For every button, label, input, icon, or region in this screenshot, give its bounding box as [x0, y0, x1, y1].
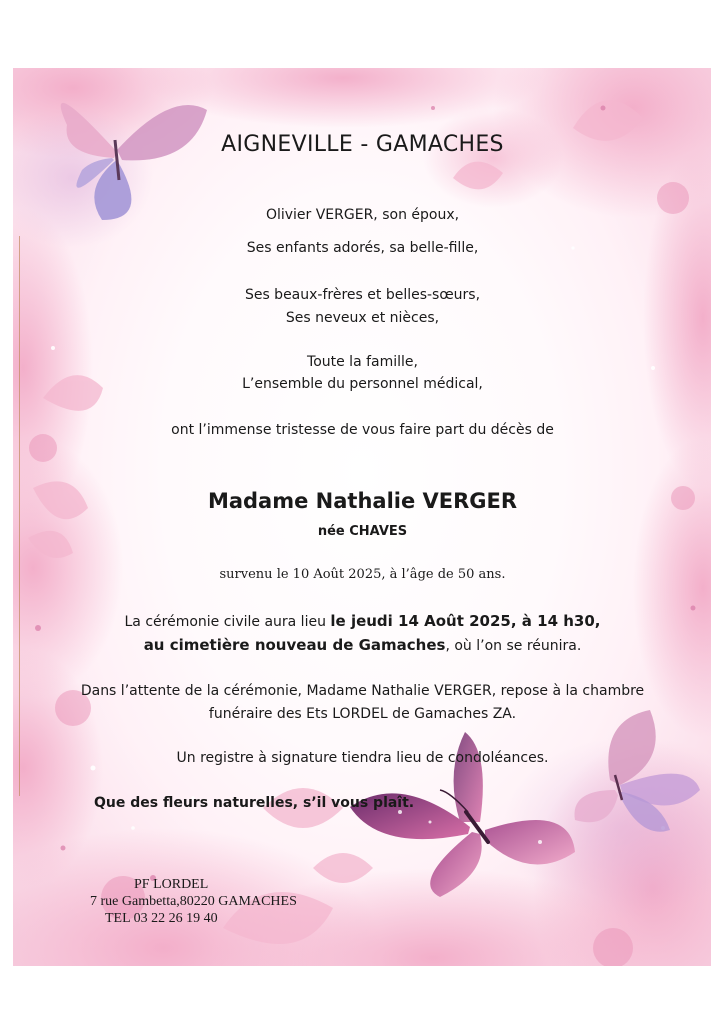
rest-line-2: funéraire des Ets LORDEL de Gamaches ZA. [208, 706, 517, 722]
register-text: Un registre à signature tiendra lieu de condoléances. [176, 750, 549, 766]
ceremony-place-suffix: , où l’on se réunira. [445, 638, 582, 654]
family-spouse: Olivier VERGER, son époux, [265, 207, 460, 223]
ceremony-place: au cimetière nouveau de Gamaches [143, 636, 446, 654]
family-nephews: Ses neveux et nièces, [285, 310, 440, 326]
footer-address: 7 rue Gambetta,80220 GAMACHES [90, 894, 297, 909]
announcement-text: ont l’immense tristesse de vous faire part du décès de [171, 422, 554, 438]
birth-name: née CHAVES [317, 524, 408, 539]
flowers-request: Que des fleurs naturelles, s’il vous plaît. [94, 795, 415, 811]
ceremony-line-2 [0, 636, 725, 654]
page-title: AIGNEVILLE - GAMACHES [221, 132, 504, 157]
family-in-laws: Ses beaux-frères et belles-sœurs, [244, 287, 481, 303]
family-children: Ses enfants adorés, sa belle-fille, [246, 240, 479, 256]
footer-company: PF LORDEL [134, 877, 209, 892]
deceased-name: Madame Nathalie VERGER [207, 489, 518, 513]
family-staff: L’ensemble du personnel médical, [242, 376, 483, 392]
ceremony-intro: La cérémonie civile aura lieu [124, 614, 331, 630]
death-info: survenu le 10 Août 2025, à l’âge de 50 ans. [219, 567, 506, 582]
butterfly-small-icon [560, 700, 710, 850]
footer-phone: TEL 03 22 26 19 40 [105, 911, 218, 926]
family-all: Toute la famille, [307, 354, 418, 370]
ceremony-line-1 [0, 612, 725, 630]
ceremony-date-time: le jeudi 14 Août 2025, à 14 h30, [330, 612, 601, 630]
rest-line-1: Dans l’attente de la cérémonie, Madame Nathalie VERGER, repose à la chambre [80, 683, 645, 699]
